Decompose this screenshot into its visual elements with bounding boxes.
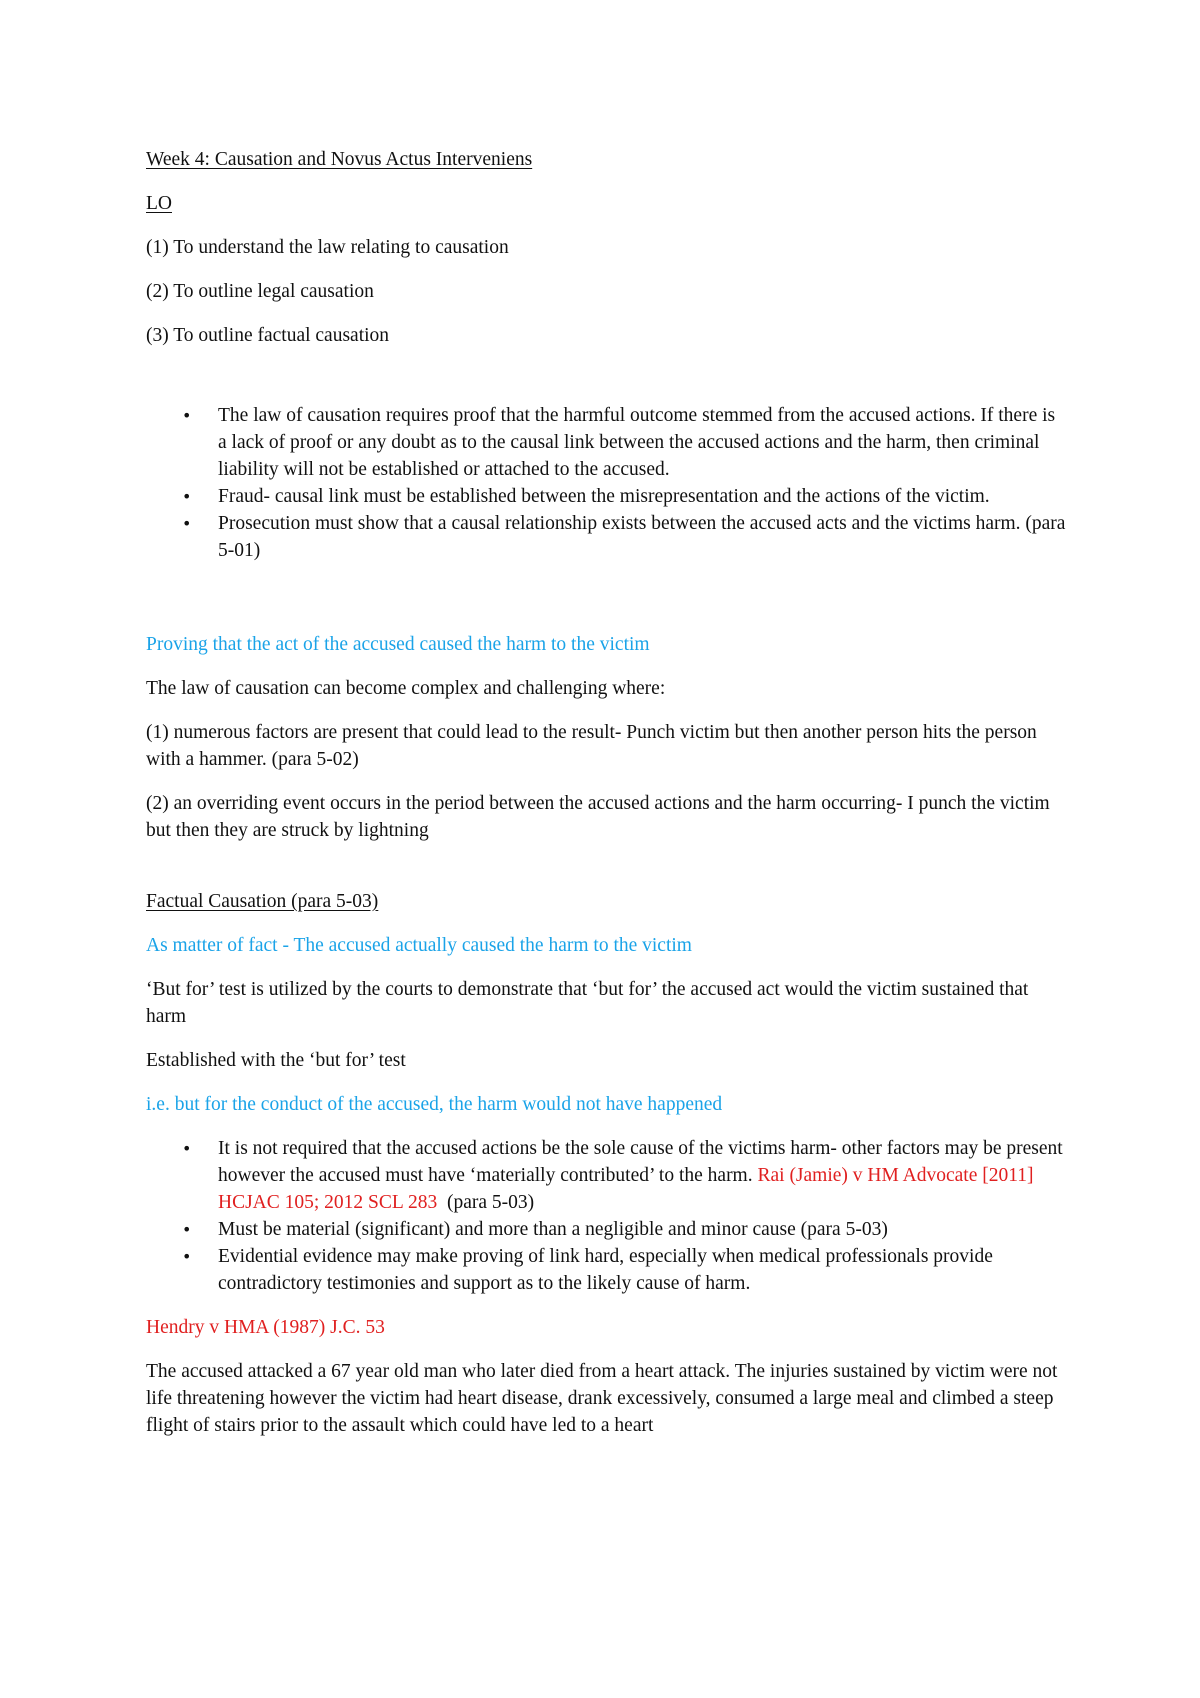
factual-subheading: As matter of fact - The accused actually caused the harm to the victim (146, 935, 692, 956)
intro-bullet-2: • Fraud- causal link must be established between the misrepresentation and the actions of the victim. (146, 483, 1066, 510)
established-line: Established with the ‘but for’ test (146, 1050, 406, 1071)
factual-bullet-1-text: It is not required that the accused actions be the sole cause of the victims harm- other factors may be present however the accused must have ‘materially contributed’ to the harm. (218, 1138, 1063, 1186)
document-title: Week 4: Causation and Novus Actus Interveniens (146, 149, 533, 170)
learning-outcomes-label: LO (146, 193, 172, 214)
ie-line: i.e. but for the conduct of the accused, the harm would not have happened (146, 1094, 723, 1115)
objective-2: (2) To outline legal causation (146, 281, 374, 302)
proving-heading: Proving that the act of the accused caused the harm to the victim (146, 634, 650, 655)
factual-bullet-1 (146, 1135, 1066, 1216)
hendry-case-heading: Hendry v HMA (1987) J.C. 53 (146, 1317, 385, 1338)
factual-causation-heading: Factual Causation (para 5-03) (146, 891, 379, 912)
intro-bullet-list (146, 402, 1066, 564)
factual-bullet-1-para: (para 5-03) (437, 1192, 535, 1213)
factual-bullet-2: • Must be material (significant) and more than a negligible and minor cause (para 5-03) (146, 1216, 1066, 1243)
proving-point-1: (1) numerous factors are present that could lead to the result- Punch victim but then another person hits the person with a hammer. (para 5-02) (146, 722, 1037, 770)
document-page (146, 146, 1066, 1439)
intro-bullet-3: • Prosecution must show that a causal relationship exists between the accused acts and the victims harm. (para 5-01) (146, 510, 1066, 564)
but-for-paragraph: ‘But for’ test is utilized by the courts to demonstrate that ‘but for’ the accused act would the victim sustained that harm (146, 979, 1029, 1027)
objective-3: (3) To outline factual causation (146, 325, 390, 346)
rai-case-citation: Rai (Jamie) v HM Advocate [2011] HCJAC 105; 2012 SCL 283 (218, 1165, 1034, 1213)
hendry-case-text: The accused attacked a 67 year old man who later died from a heart attack. The injuries sustained by victim were not life threatening however the victim had heart disease, drank excessively, consumed a large meal and climbed a steep flight of stairs prior to the assault which could have led to a heart (146, 1361, 1058, 1436)
objective-1: (1) To understand the law relating to causation (146, 237, 509, 258)
factual-bullet-list (146, 1135, 1066, 1297)
proving-point-2: (2) an overriding event occurs in the period between the accused actions and the harm occurring- I punch the victim but then they are struck by lightning (146, 793, 1050, 841)
factual-bullet-3: • Evidential evidence may make proving of link hard, especially when medical professionals provide contradictory testimonies and support as to the likely cause of harm. (146, 1243, 1066, 1297)
proving-intro: The law of causation can become complex and challenging where: (146, 678, 666, 699)
intro-bullet-1: • The law of causation requires proof that the harmful outcome stemmed from the accused actions. If there is a lack of proof or any doubt as to the causal link between the accused actions and the harm, then criminal liability will not be established or attached to the accused. (146, 402, 1066, 483)
